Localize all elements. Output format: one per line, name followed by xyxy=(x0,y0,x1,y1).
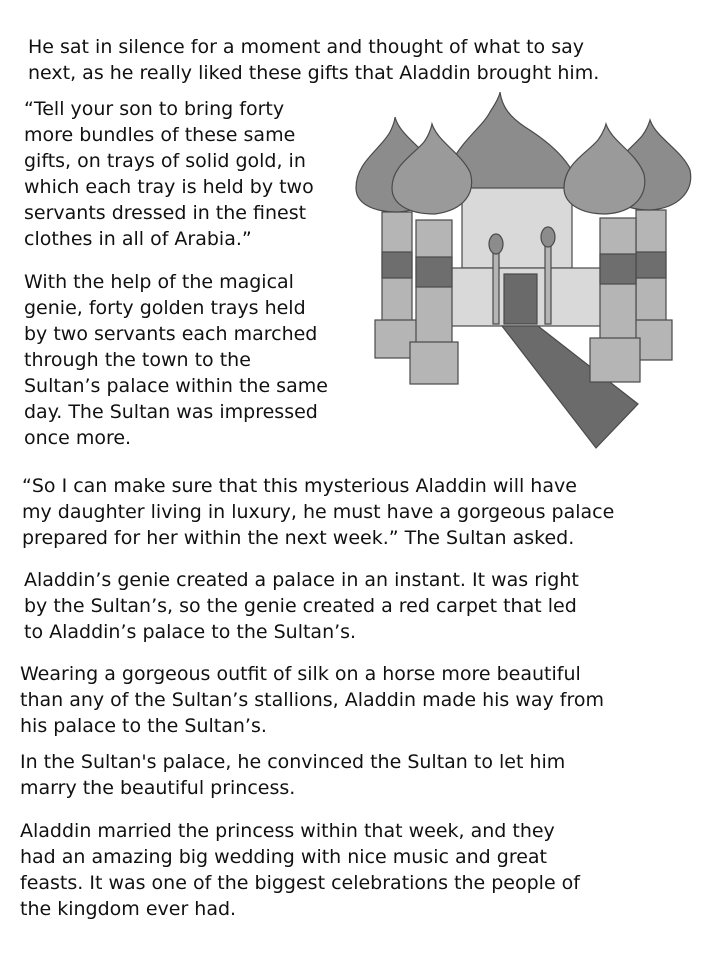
tower-dome-right-front xyxy=(564,124,645,214)
tower-band xyxy=(416,257,452,287)
tower-left-front xyxy=(416,220,452,360)
tower-base xyxy=(410,342,458,384)
palace-illustration xyxy=(350,92,700,452)
story-paragraph-2: “Tell your son to bring forty more bundles of these same gifts, on trays of solid gold, in which each tray is held by two servants dressed in the finest clothes in all of Arabia.” xyxy=(24,98,314,250)
story-paragraph-1: He sat in silence for a moment and thought of what to say next, as he really liked these gifts that Aladdin brought him. xyxy=(28,36,600,84)
story-paragraph-8: Aladdin married the princess within that week, and they had an amazing big wedding with nice music and great feasts. It was one of the biggest celebrations the people of the kingdom ever had. xyxy=(20,820,580,920)
story-paragraph-4: “So I can make sure that this mysterious Aladdin will have my daughter living in luxury, he must have a gorgeous palace prepared for her within the next week.” The Sultan asked. xyxy=(22,475,615,549)
story-paragraph-6: Wearing a gorgeous outfit of silk on a horse more beautiful than any of the Sultan’s stallions, Aladdin made his way from his palace to the Sultan’s. xyxy=(20,663,605,737)
tower-right-front xyxy=(600,218,636,358)
story-paragraph-5: Aladdin’s genie created a palace in an instant. It was right by the Sultan’s, so the genie created a red carpet that led to Aladdin’s palace to the Sultan’s. xyxy=(24,569,579,643)
spire-top-left xyxy=(489,234,503,254)
tower-band xyxy=(600,254,636,284)
story-paragraph-3: With the help of the magical genie, forty golden trays held by two servants each marched through the town to the Sultan’s palace within the same day. The Sultan was impressed once more. xyxy=(24,271,328,449)
tower-band xyxy=(636,252,666,278)
tower-base xyxy=(590,338,640,382)
palace-door xyxy=(504,274,537,324)
story-paragraph-7: In the Sultan's palace, he convinced the Sultan to let him marry the beautiful princess. xyxy=(20,751,566,799)
spire-top-right xyxy=(541,227,555,247)
tower-band xyxy=(382,252,412,278)
spire-post-left xyxy=(493,250,499,324)
palace-wall xyxy=(462,188,572,268)
spire-post-right xyxy=(545,242,551,324)
